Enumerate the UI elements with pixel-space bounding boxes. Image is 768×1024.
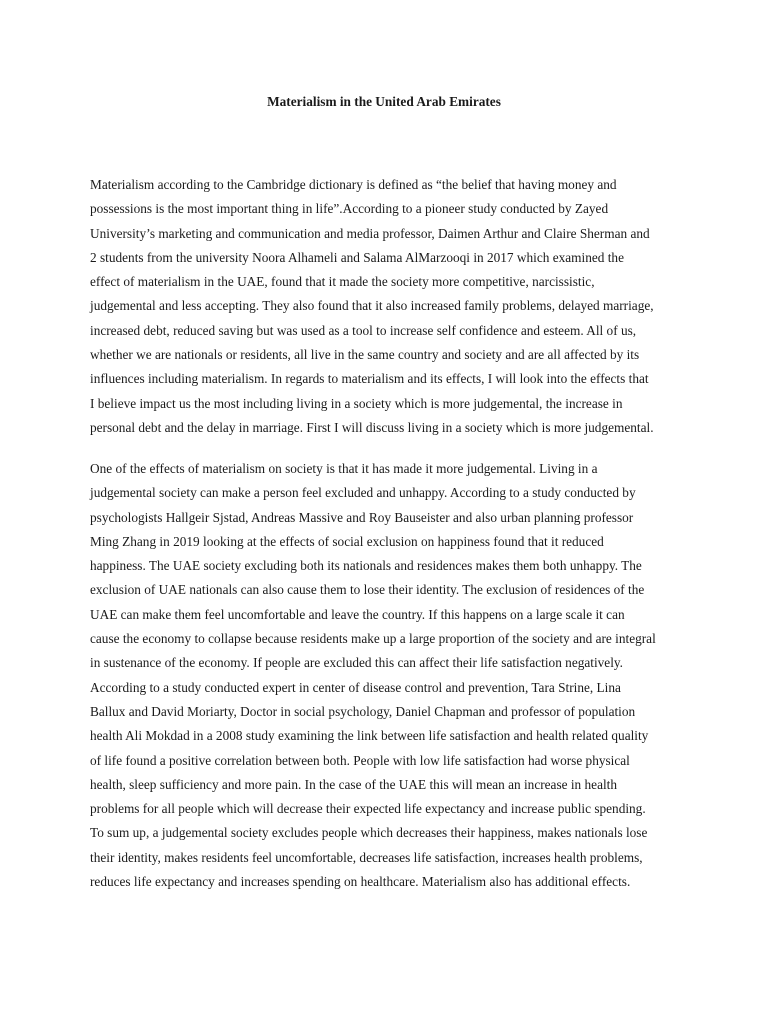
text-line: Ming Zhang in 2019 looking at the effects of social exclusion on happiness found that it reduced: [90, 533, 604, 549]
text-line: happiness. The UAE society excluding both its nationals and residences makes them both unhappy. The: [90, 558, 642, 574]
text-line: One of the effects of materialism on society is that it has made it more judgemental. Living in a: [90, 461, 598, 476]
text-line: I believe impact us the most including living in a society which is more judgemental, the increase in: [90, 395, 623, 411]
text-line: health Ali Mokdad in a 2008 study examining the link between life satisfaction and health related quality: [90, 728, 649, 744]
text-line: possessions is the most important thing in life”.According to a pioneer study conducted by Zayed: [90, 201, 609, 217]
text-line: Ballux and David Moriarty, Doctor in social psychology, Daniel Chapman and professor of population: [90, 703, 636, 719]
text-line: Materialism according to the Cambridge dictionary is defined as “the belief that having money and: [90, 177, 617, 192]
paragraph-introduction: [90, 173, 730, 440]
text-line: University’s marketing and communication and media professor, Daimen Arthur and Claire Sherman and: [90, 225, 650, 241]
text-line: UAE can make them feel uncomfortable and leave the country. If this happens on a large scale it can: [90, 606, 625, 622]
document-title: Materialism in the United Arab Emirates: [267, 94, 501, 109]
text-line: influences including materialism. In regards to materialism and its effects, I will look into the effects that: [90, 371, 649, 387]
text-line: whether we are nationals or residents, all live in the same country and society and are all affected by its: [90, 347, 640, 363]
text-line: of life found a positive correlation between both. People with low life satisfaction had worse physical: [90, 752, 630, 768]
text-line: exclusion of UAE nationals can also cause them to lose their identity. The exclusion of residences of the: [90, 582, 645, 598]
text-line: reduces life expectancy and increases spending on healthcare. Materialism also has additional effects.: [90, 874, 631, 890]
text-line: judgemental society can make a person feel excluded and unhappy. According to a study conducted by: [90, 485, 636, 501]
text-line: their identity, makes residents feel uncomfortable, decreases life satisfaction, increases health problems,: [90, 849, 643, 865]
text-line: health, sleep sufficiency and more pain. In the case of the UAE this will mean an increase in health: [90, 776, 618, 792]
text-line: increased debt, reduced saving but was used as a tool to increase self confidence and esteem. All of us,: [90, 322, 637, 338]
text-line: in sustenance of the economy. If people are excluded this can affect their life satisfaction negatively.: [90, 655, 624, 671]
text-line: personal debt and the delay in marriage. First I will discuss living in a society which is more judgemental.: [90, 419, 654, 435]
text-line: cause the economy to collapse because residents make up a large proportion of the society and are integral: [90, 631, 656, 647]
text-line: To sum up, a judgemental society excludes people which decreases their happiness, makes nationals lose: [90, 825, 648, 841]
text-line: psychologists Hallgeir Sjstad, Andreas Massive and Roy Bauseister and also urban planning professor: [90, 509, 634, 525]
paragraph-judgemental-society: [90, 457, 730, 894]
text-line: problems for all people which will decrease their expected life expectancy and increase public spending.: [90, 801, 646, 817]
text-line: 2 students from the university Noora Alhameli and Salama AlMarzooqi in 2017 which examined the: [90, 249, 624, 265]
text-line: effect of materialism in the UAE, found that it made the society more competitive, narcissistic,: [90, 274, 595, 290]
text-line: judgemental and less accepting. They also found that it also increased family problems, delayed marriage,: [90, 298, 654, 314]
text-line: According to a study conducted expert in center of disease control and prevention, Tara Strine, Lina: [90, 679, 621, 695]
